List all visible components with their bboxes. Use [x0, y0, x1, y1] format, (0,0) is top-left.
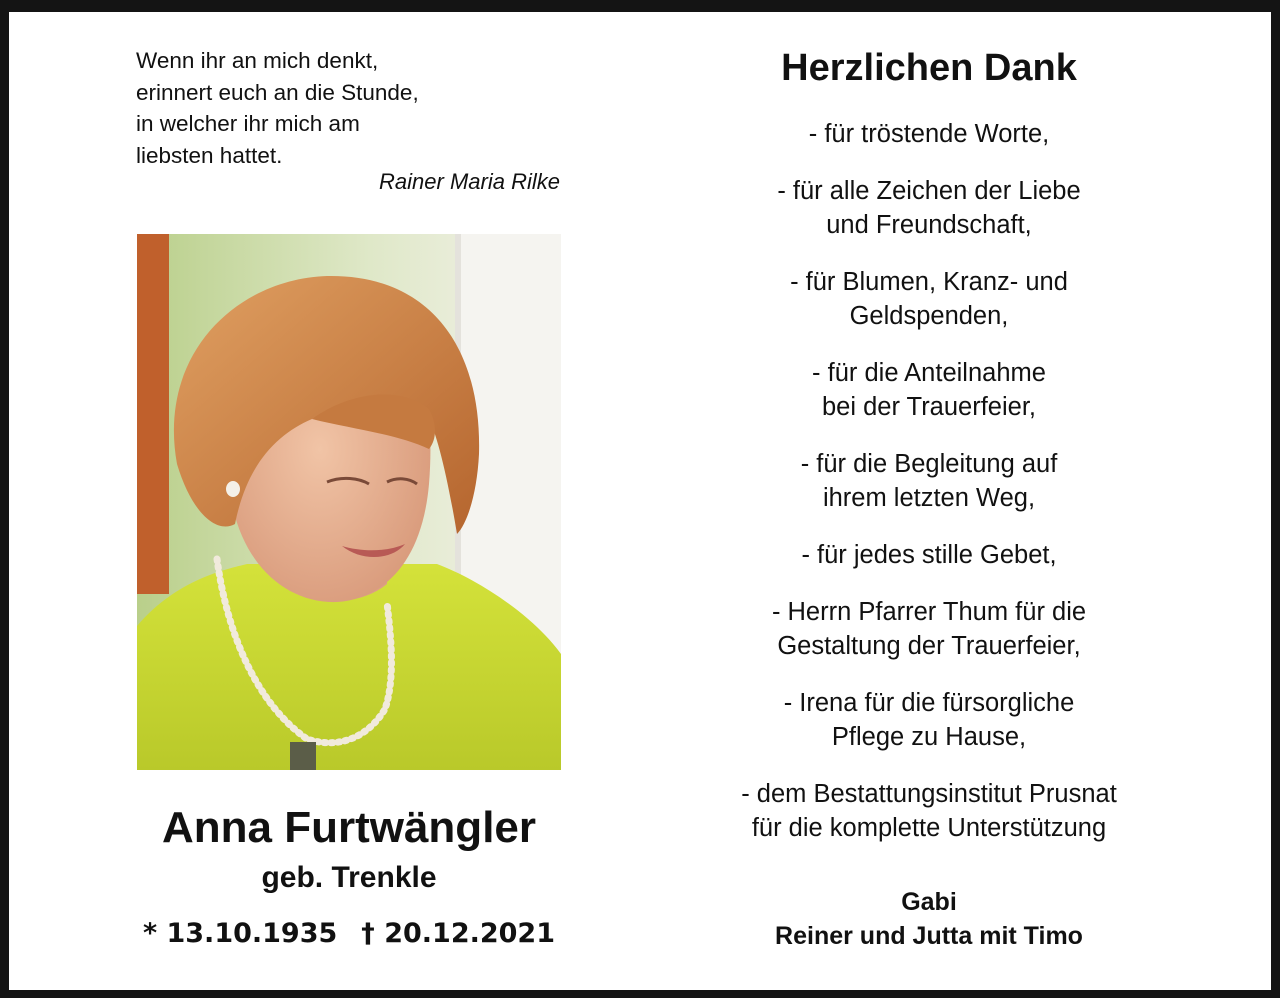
thanks-line: - dem Bestattungsinstitut Prusnat: [741, 780, 1117, 808]
thanks-line: - Herrn Pfarrer Thum für die: [771, 598, 1087, 626]
portrait-photo: [137, 234, 561, 770]
quote-line: Wenn ihr an mich denkt,: [136, 48, 379, 73]
quote-line: liebsten hattet.: [136, 142, 283, 168]
obituary-card: [9, 12, 1271, 990]
deceased-name: Anna Furtwängler: [161, 803, 537, 852]
thanks-item: [679, 356, 1179, 424]
thanks-item: [679, 595, 1179, 663]
birth-date: * 13.10.1935: [142, 918, 338, 949]
signature-line: Reiner und Jutta mit Timo: [775, 922, 1083, 950]
thanks-line: - für jedes stille Gebet,: [801, 541, 1057, 569]
thanks-item: [679, 538, 1179, 572]
thanks-line: ihrem letzten Weg,: [822, 484, 1036, 512]
thanks-line: - für die Anteilnahme: [812, 359, 1046, 387]
thanks-item: [679, 686, 1179, 754]
signature-line: Gabi: [901, 888, 957, 916]
thanks-line: Geldspenden,: [849, 302, 1009, 330]
door-frame: [137, 234, 169, 594]
life-dates: [119, 917, 579, 951]
thanks-line: - Irena für die fürsorgliche: [783, 689, 1075, 717]
thanks-line: bei der Trauerfeier,: [821, 393, 1037, 421]
death-date: † 20.12.2021: [361, 918, 556, 949]
quote: [136, 45, 576, 171]
thanks-line: - für die Begleitung auf: [800, 450, 1058, 478]
thanks-line: und Freundschaft,: [826, 211, 1032, 239]
thanks-item: [679, 117, 1179, 151]
thanks-line: Gestaltung der Trauerfeier,: [777, 632, 1081, 660]
thanks-line: Pflege zu Hause,: [831, 723, 1027, 751]
quote-line: erinnert euch an die Stunde,: [136, 79, 419, 105]
thanks-section: [679, 45, 1179, 868]
thanks-item: [679, 174, 1179, 242]
earring: [226, 481, 240, 497]
thanks-line: - für Blumen, Kranz- und: [790, 268, 1068, 296]
thanks-line: für die komplette Unterstützung: [751, 814, 1107, 842]
quote-line: in welcher ihr mich am: [136, 111, 360, 136]
portrait-illustration: [137, 234, 561, 770]
thanks-item: [679, 265, 1179, 333]
signature: [679, 885, 1179, 953]
thanks-item: [679, 447, 1179, 515]
quote-author: Rainer Maria Rilke: [379, 169, 560, 194]
pendant: [290, 742, 316, 770]
thanks-line: - für tröstende Worte,: [808, 120, 1050, 148]
thanks-line: - für alle Zeichen der Liebe: [777, 177, 1081, 205]
thanks-title: Herzlichen Dank: [781, 47, 1077, 89]
thanks-item: [679, 777, 1179, 845]
maiden-name: geb. Trenkle: [261, 861, 437, 894]
